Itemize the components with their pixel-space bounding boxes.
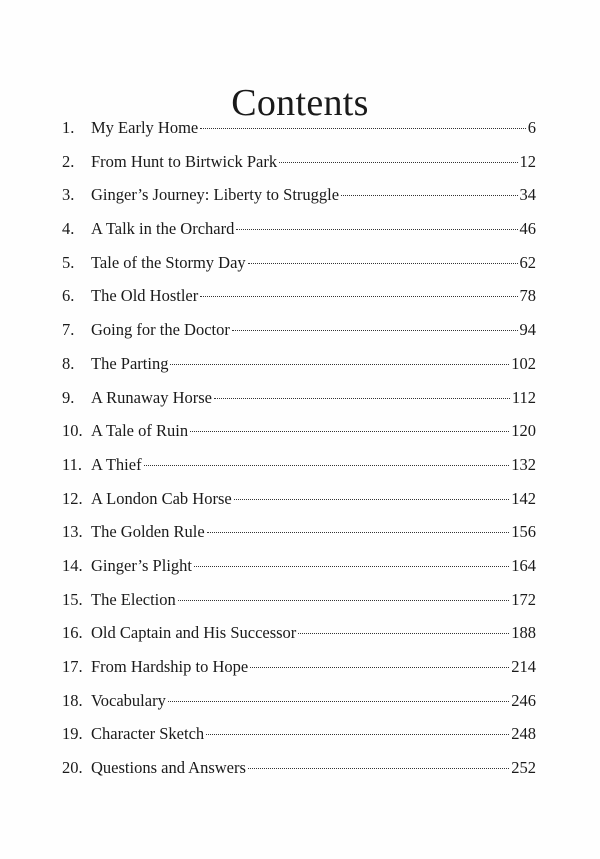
toc-dot-leader [200,128,526,129]
toc-entry-number: 9. [62,387,75,407]
toc-dot-leader [190,431,509,432]
toc-entry-title: From Hardship to Hope [91,657,249,676]
toc-entry[interactable] [62,623,536,657]
toc-entry[interactable] [62,320,536,354]
table-of-contents [62,118,536,792]
toc-entry-number: 16. [62,623,83,643]
toc-entry-page: 112 [511,387,536,407]
toc-entry-title: From Hunt to Birtwick Park [91,151,278,171]
toc-entry-number: 15. [62,589,83,609]
toc-entry[interactable] [62,657,536,691]
page-title: Contents [231,82,369,125]
toc-entry-page: 102 [511,353,536,373]
toc-dot-leader [236,229,517,230]
toc-entry-number: 1. [62,118,75,137]
toc-entry-number: 6. [62,286,75,306]
toc-dot-leader [168,701,509,702]
toc-entry[interactable] [62,421,536,455]
toc-entry-page: 12 [519,151,536,171]
toc-dot-leader [170,364,509,365]
toc-entry-number: 19. [62,724,83,744]
toc-entry-title: Character Sketch [91,724,205,744]
toc-entry-page: 132 [511,454,536,474]
toc-entry-page: 172 [511,589,536,609]
toc-entry-number: 5. [62,252,75,272]
toc-entry-page: 6 [527,118,536,137]
toc-dot-leader [194,566,509,567]
toc-entry-number: 14. [62,555,83,575]
toc-entry-number: 3. [62,185,75,205]
toc-entry-page: 120 [511,421,536,441]
toc-entry[interactable] [62,556,536,590]
toc-entry-page: 142 [511,488,536,508]
toc-entry-title: The Election [91,589,176,609]
toc-entry[interactable] [62,152,536,186]
toc-dot-leader [248,263,518,264]
toc-dot-leader [234,499,510,500]
toc-entry-number: 13. [62,522,83,542]
toc-entry-title: My Early Home [91,118,199,137]
toc-dot-leader [144,465,510,466]
toc-entry-page: 46 [519,219,536,239]
toc-entry-page: 156 [511,522,536,542]
toc-dot-leader [214,398,510,399]
toc-dot-leader [248,768,509,769]
toc-entry-title: Questions and Answers [91,758,246,778]
toc-entry-title: A Runaway Horse [91,387,212,407]
toc-entry[interactable] [62,118,536,152]
toc-dot-leader [279,162,517,163]
toc-entry-title: A Thief [91,454,142,474]
toc-entry[interactable] [62,489,536,523]
toc-entry-page: 164 [511,555,536,575]
toc-entry-number: 11. [62,454,83,474]
toc-entry-title: The Old Hostler [91,286,199,306]
toc-entry[interactable] [62,455,536,489]
toc-dot-leader [250,667,509,668]
toc-entry-number: 12. [62,488,83,508]
toc-entry-page: 188 [511,623,536,643]
toc-entry-page: 248 [511,724,536,744]
toc-entry[interactable] [62,758,536,792]
toc-entry[interactable] [62,388,536,422]
toc-entry-number: 10. [62,421,83,441]
toc-entry-title: Going for the Doctor [91,320,230,340]
toc-entry[interactable] [62,522,536,556]
toc-entry[interactable] [62,354,536,388]
toc-entry-number: 8. [62,353,75,373]
toc-entry-page: 214 [511,657,536,676]
toc-entry-title: Vocabulary [91,690,166,710]
toc-dot-leader [298,633,509,634]
toc-entry-page: 34 [519,185,536,205]
toc-entry-page: 94 [519,320,536,340]
toc-entry-page: 252 [511,758,536,778]
toc-entry-title: Ginger’s Journey: Liberty to Struggle [91,185,340,205]
toc-entry-number: 4. [62,219,75,239]
toc-entry[interactable] [62,590,536,624]
toc-entry[interactable] [62,724,536,758]
toc-entry-title: Old Captain and His Successor [91,623,297,643]
toc-entry[interactable] [62,219,536,253]
toc-dot-leader [206,734,509,735]
toc-entry[interactable] [62,253,536,287]
toc-entry-page: 246 [511,690,536,710]
toc-entry-title: A Talk in the Orchard [91,219,235,239]
toc-dot-leader [341,195,517,196]
toc-entry[interactable] [62,286,536,320]
toc-dot-leader [178,600,509,601]
toc-dot-leader [232,330,518,331]
toc-entry-number: 7. [62,320,75,340]
toc-entry-title: A Tale of Ruin [91,421,189,441]
toc-entry-number: 20. [62,758,83,778]
toc-entry-number: 18. [62,690,83,710]
toc-entry-title: Tale of the Stormy Day [91,252,246,272]
toc-entry-title: A London Cab Horse [91,488,232,508]
toc-entry[interactable] [62,185,536,219]
toc-entry-title: The Golden Rule [91,522,205,542]
toc-entry-title: Ginger’s Plight [91,555,192,575]
toc-entry-title: The Parting [91,353,169,373]
toc-dot-leader [207,532,510,533]
toc-entry-number: 17. [62,657,83,676]
toc-entry-page: 62 [519,252,536,272]
toc-entry-number: 2. [62,151,75,171]
toc-dot-leader [200,296,517,297]
toc-entry-page: 78 [519,286,536,306]
toc-entry[interactable] [62,691,536,725]
